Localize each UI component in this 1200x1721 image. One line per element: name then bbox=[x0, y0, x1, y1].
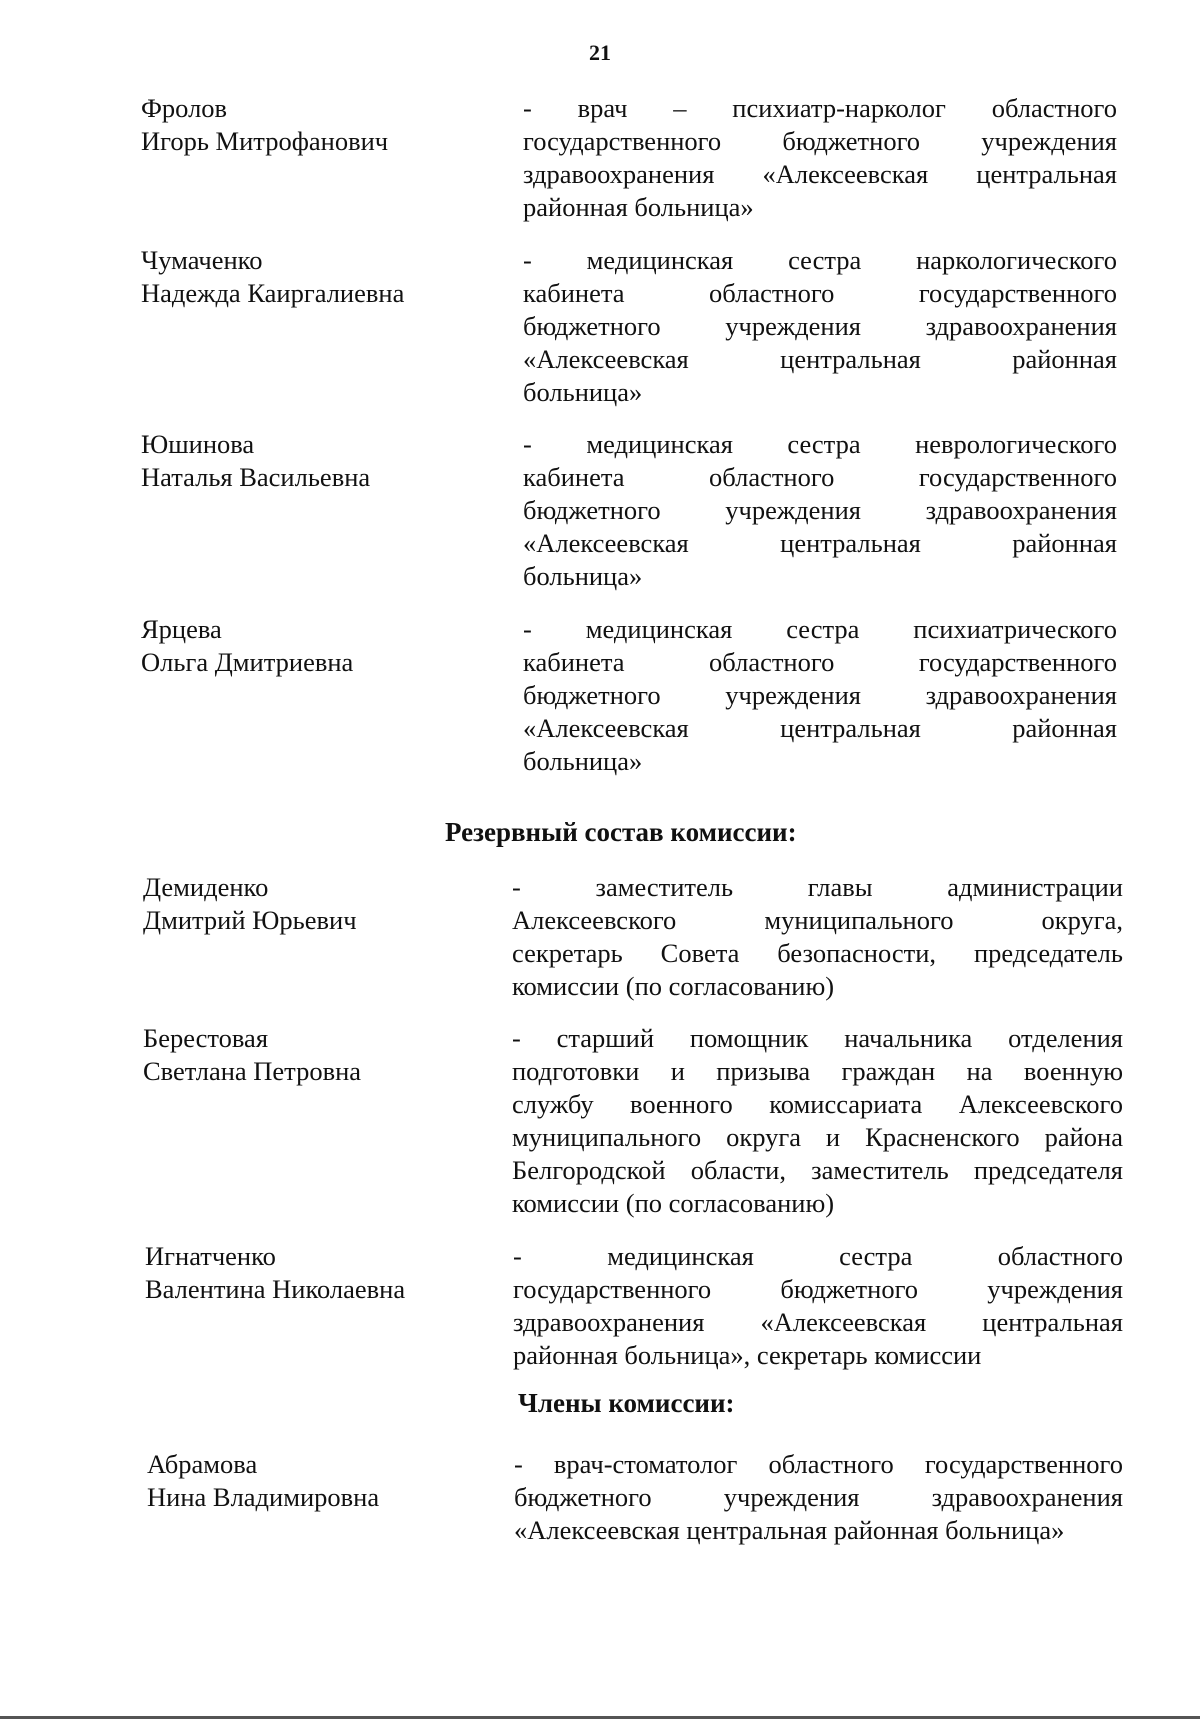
role-line: - врач – психиатр-нарколог областного bbox=[523, 93, 1117, 123]
person-name bbox=[141, 92, 388, 158]
person-given-names: Наталья Васильевна bbox=[141, 462, 371, 492]
role-line: здравоохранения «Алексеевская центральная bbox=[523, 159, 1117, 189]
role-line: районная больница», секретарь комиссии bbox=[513, 1340, 982, 1370]
person-name bbox=[145, 1240, 405, 1306]
person-surname: Ярцева bbox=[141, 614, 222, 644]
person-role-description bbox=[512, 871, 1123, 1003]
person-name bbox=[147, 1448, 379, 1514]
role-line: кабинета областного государственного bbox=[523, 647, 1117, 677]
person-role-description bbox=[523, 613, 1117, 778]
role-line: Алексеевского муниципального округа, bbox=[512, 905, 1123, 935]
person-surname: Юшинова bbox=[141, 429, 255, 459]
role-line: - врач-стоматолог областного государственного bbox=[514, 1449, 1123, 1479]
person-name bbox=[141, 428, 370, 494]
role-line: - медицинская сестра наркологического bbox=[523, 245, 1117, 275]
role-line: «Алексеевская центральная районная bbox=[523, 713, 1117, 743]
role-line: муниципального округа и Красненского района bbox=[512, 1122, 1123, 1152]
person-surname: Демиденко bbox=[143, 872, 269, 902]
person-given-names: Дмитрий Юрьевич bbox=[143, 905, 357, 935]
role-line: кабинета областного государственного bbox=[523, 278, 1117, 308]
role-line: - медицинская сестра областного bbox=[513, 1241, 1123, 1271]
role-line: - медицинская сестра неврологического bbox=[523, 429, 1117, 459]
role-line: больница» bbox=[523, 561, 643, 591]
role-line: районная больница» bbox=[523, 192, 754, 222]
person-given-names: Нина Владимировна bbox=[147, 1482, 380, 1512]
person-surname: Фролов bbox=[141, 93, 228, 123]
person-role-description bbox=[523, 428, 1117, 593]
role-line: - старший помощник начальника отделения bbox=[512, 1023, 1123, 1053]
person-surname: Абрамова bbox=[147, 1449, 258, 1479]
role-line: «Алексеевская центральная районная bbox=[523, 528, 1117, 558]
role-line: комиссии (по согласованию) bbox=[512, 971, 835, 1001]
role-line: бюджетного учреждения здравоохранения bbox=[523, 495, 1117, 525]
role-line: «Алексеевская центральная районная bbox=[523, 344, 1117, 374]
role-line: бюджетного учреждения здравоохранения bbox=[514, 1482, 1123, 1512]
person-name bbox=[141, 613, 353, 679]
role-line: службу военного комиссариата Алексеевского bbox=[512, 1089, 1123, 1119]
person-surname: Игнатченко bbox=[145, 1241, 276, 1271]
person-role-description bbox=[523, 244, 1117, 409]
person-name bbox=[141, 244, 404, 310]
role-line: здравоохранения «Алексеевская центральная bbox=[513, 1307, 1123, 1337]
members-section-heading: Члены комиссии: bbox=[518, 1388, 735, 1418]
person-name bbox=[143, 871, 357, 937]
role-line: бюджетного учреждения здравоохранения bbox=[523, 680, 1117, 710]
person-given-names: Ольга Дмитриевна bbox=[141, 647, 354, 677]
reserve-section-heading: Резервный состав комиссии: bbox=[445, 817, 797, 847]
person-given-names: Светлана Петровна bbox=[143, 1056, 362, 1086]
role-line: - медицинская сестра психиатрического bbox=[523, 614, 1117, 644]
role-line: кабинета областного государственного bbox=[523, 462, 1117, 492]
role-line: больница» bbox=[523, 377, 643, 407]
role-line: секретарь Совета безопасности, председатель bbox=[512, 938, 1123, 968]
role-line: Белгородской области, заместитель председателя bbox=[512, 1155, 1123, 1185]
role-line: комиссии (по согласованию) bbox=[512, 1188, 835, 1218]
role-line: государственного бюджетного учреждения bbox=[513, 1274, 1123, 1304]
person-surname: Берестовая bbox=[143, 1023, 269, 1053]
page-number: 21 bbox=[589, 40, 611, 65]
page-bottom-edge bbox=[0, 1716, 1200, 1719]
role-line: - заместитель главы администрации bbox=[512, 872, 1123, 902]
person-role-description bbox=[513, 1240, 1123, 1372]
role-line: государственного бюджетного учреждения bbox=[523, 126, 1117, 156]
person-role-description bbox=[514, 1448, 1123, 1547]
person-role-description bbox=[512, 1022, 1123, 1220]
role-line: подготовки и призыва граждан на военную bbox=[512, 1056, 1123, 1086]
person-name bbox=[143, 1022, 361, 1088]
person-surname: Чумаченко bbox=[141, 245, 263, 275]
person-given-names: Надежда Каиргалиевна bbox=[141, 278, 405, 308]
person-given-names: Валентина Николаевна bbox=[145, 1274, 406, 1304]
role-line: «Алексеевская центральная районная больница» bbox=[514, 1515, 1065, 1545]
person-given-names: Игорь Митрофанович bbox=[141, 126, 389, 156]
role-line: бюджетного учреждения здравоохранения bbox=[523, 311, 1117, 341]
role-line: больница» bbox=[523, 746, 643, 776]
person-role-description bbox=[523, 92, 1117, 224]
